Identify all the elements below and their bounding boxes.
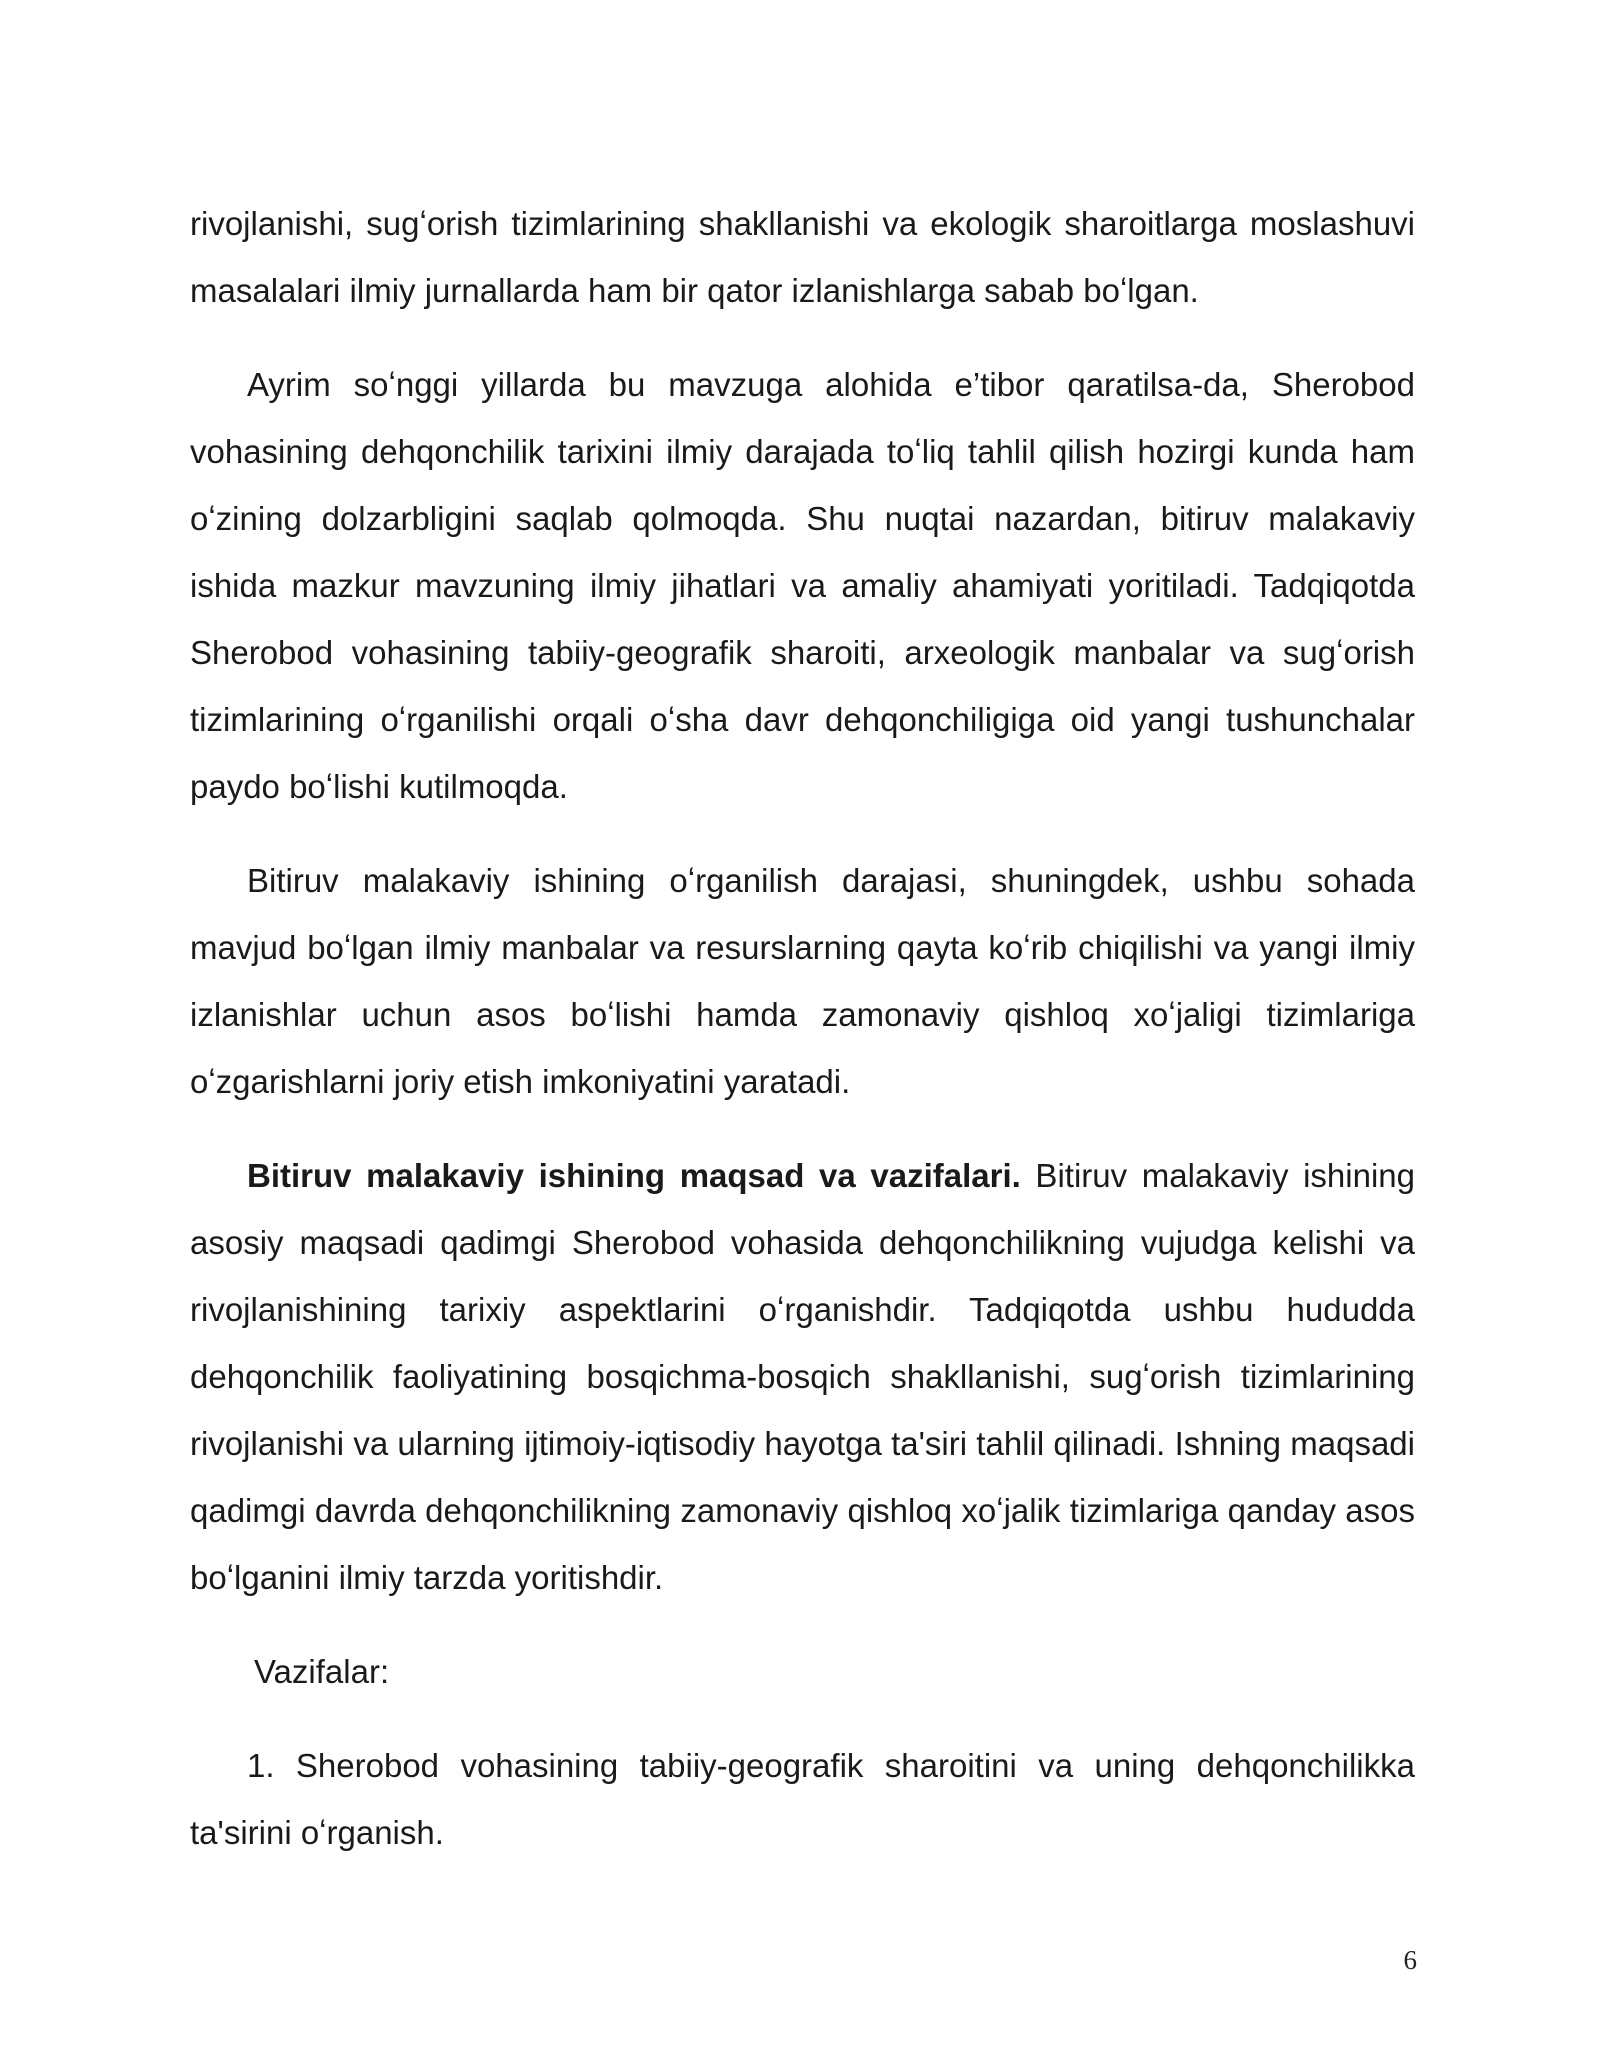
- tasks-label: Vazifalar:: [254, 1653, 390, 1690]
- section-heading-goals: Bitiruv malakaviy ishining maqsad va vazifalari.: [247, 1157, 1021, 1194]
- paragraph-study-level: Bitiruv malakaviy ishining oʻrganilish darajasi, shuningdek, ushbu sohada mavjud boʻlgan ilmiy manbalar va resurslarning qayta koʻrib chiqilishi va yangi ilmiy izlanishlar uchun asos boʻlishi hamda zamonaviy qishloq xoʻjaligi tizimlariga oʻzgarishlarni joriy etish imkoniyatini yaratadi.: [190, 862, 1415, 1100]
- paragraph-continuation: rivojlanishi, sugʻorish tizimlarining shakllanishi va ekologik sharoitlarga moslashuvi masalalari ilmiy jurnallarda ham bir qator izlanishlarga sabab boʻlgan.: [190, 205, 1415, 309]
- paragraph-goals: [190, 1142, 1415, 1611]
- task-item-1: 1. Sherobod vohasining tabiiy-geografik sharoitini va uning dehqonchilikka ta'sirini oʻrganish.: [190, 1747, 1415, 1851]
- page-number: 6: [1403, 1945, 1417, 1975]
- paragraph-relevance: Ayrim soʻnggi yillarda bu mavzuga alohida e’tibor qaratilsa-da, Sherobod vohasining dehqonchilik tarixini ilmiy darajada toʻliq tahlil qilish hozirgi kunda ham oʻzining dolzarbligini saqlab qolmoqda. Shu nuqtai nazardan, bitiruv malakaviy ishida mazkur mavzuning ilmiy jihatlari va amaliy ahamiyati yoritiladi. Tadqiqotda Sherobod vohasining tabiiy-geografik sharoiti, arxeologik manbalar va sugʻorish tizimlarining oʻrganilishi orqali oʻsha davr dehqonchiligiga oid yangi tushunchalar paydo boʻlishi kutilmoqda.: [190, 366, 1415, 805]
- page-body: [190, 190, 1415, 1893]
- paragraph-goals-body: Bitiruv malakaviy ishining asosiy maqsadi qadimgi Sherobod vohasida dehqonchilikning vujudga kelishi va rivojlanishining tarixiy aspektlarini oʻrganishdir. Tadqiqotda ushbu hududda dehqonchilik faoliyatining bosqichma-bosqich shakllanishi, sugʻorish tizimlarining rivojlanishi va ularning ijtimoiy-iqtisodiy hayotga ta'siri tahlil qilinadi. Ishning maqsadi qadimgi davrda dehqonchilikning zamonaviy qishloq xoʻjalik tizimlariga qanday asos boʻlganini ilmiy tarzda yoritishdir.: [190, 1157, 1415, 1596]
